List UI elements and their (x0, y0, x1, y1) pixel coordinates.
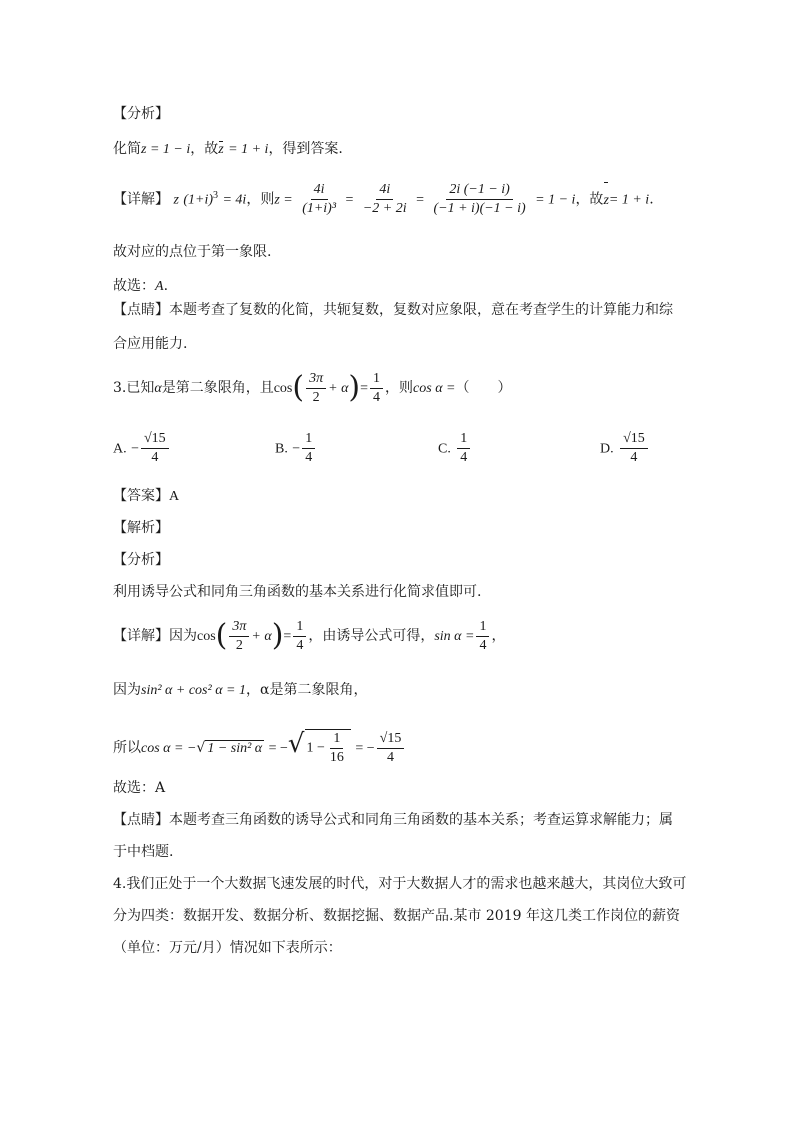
detail-end: . (649, 191, 654, 208)
q3-plus-alpha: + α (328, 381, 349, 396)
q3-eq: = (360, 381, 369, 396)
question-4-line-2: 分为四类：数据开发、数据分析、数据挖掘、数据产品.某市 2019 年这几类工作岗位的薪资 (113, 908, 680, 924)
analysis-heading-1: 【分析】 (113, 106, 169, 122)
final-lhs: cos α = − (141, 741, 197, 756)
q3-frac-1-4: $\frac{1}{4}$ (370, 370, 383, 407)
detail-power: 3 (213, 190, 219, 201)
analysis-text-2: 利用诱导公式和同角三角函数的基本关系进行化简求值即可. (113, 584, 482, 600)
detail-one-plus-i: (1+i) (183, 192, 214, 208)
fraction-2: $\frac{4i}{-2 + 2i}$ (362, 182, 407, 217)
z-bar-symbol: z (218, 140, 223, 160)
explain-heading: 【解析】 (113, 520, 169, 536)
comment-2-line-2: 于中档题. (113, 844, 174, 860)
option-b: B. − $\frac{1}{4}$ (275, 430, 317, 467)
q3-ask: cos α = (413, 381, 456, 396)
because2-end: ，α是第二象限角， (246, 682, 368, 698)
detail-z: z (173, 192, 179, 208)
fraction-1: $\frac{4i}{\text{(1+i)³}}$ (302, 182, 337, 217)
q3-alpha: α (154, 381, 162, 396)
comment-text-2: 本题考查三角函数的诱导公式和同角三角函数的基本关系；考查运算求解能力；属 (169, 812, 673, 828)
detail-line-2: 【详解】因为cos( $\frac{3\pi}{2}$ + α)= $\frac{1}{4}$ ，由诱导公式可得，sin α = $\frac{1}{4}$ ， (113, 618, 506, 653)
detail-then: ，则 (246, 191, 275, 208)
question-4-line-1: 4.我们正处于一个大数据飞速发展的时代，对于大数据人才的需求也越来越大，其岗位大致可 (113, 876, 687, 892)
z-equation: z = 1 − i (141, 142, 191, 157)
q3-blank: （ ） (455, 380, 512, 396)
detail-heading-2: 【详解】 (113, 628, 169, 644)
detail-z-label: z = (274, 192, 293, 208)
detail-heading-1: 【详解】 (113, 191, 169, 208)
choose-end: . (163, 278, 169, 294)
comment-heading-2: 【点睛】 (113, 812, 169, 828)
comment-1-line-2: 合应用能力. (113, 336, 188, 352)
option-d: D. $\frac{√15}{4}$ (600, 430, 650, 467)
detail-line-1: 【详解】 z $(1+i)^3 = 4i$，则z = $\frac{4i}{\text{(1+i)³}}$ = $\frac{4i}{-2 + 2i}$ = $\frac{2i (-1 - i)}{(-1 + i)(-1 - i)}$ = 1 − i，故z= 1 + i. (113, 176, 654, 221)
question-4-line-3: （单位：万元/月）情况如下表所示： (113, 940, 342, 956)
analysis-heading-2: 【分析】 (113, 552, 169, 568)
detail-eq-4i: = 4i (222, 192, 247, 208)
answer-heading: 【答案】 (113, 488, 169, 504)
final-line: 所以cos α = −√ 1 − sin² α = −√ 1 − $\frac{1}{16}$ = − $\frac{√15}{4}$ (113, 724, 406, 769)
zbar-equation: = 1 + i (228, 142, 269, 157)
detail-result: = 1 − i (535, 192, 576, 208)
final-frac: $\frac{√15}{4}$ (377, 730, 405, 767)
q3-frac-3pi-2: $\frac{3\pi}{2}$ (306, 370, 326, 407)
detail-so: ，故 (575, 191, 604, 208)
question-3-stem: 3.已知α是第二象限角，且cos( $\frac{3\pi}{2}$ + α)= $\frac{1}{4}$ ，则cos α =（ ） (113, 370, 512, 405)
analysis-text-mid: ，故 (190, 141, 219, 157)
because2: 因为 (113, 682, 141, 698)
fraction-3: $\frac{2i (-1 - i)}{(-1 + i)(-1 - i)}$ (433, 182, 526, 217)
detail-zbar-eq: = 1 + i (608, 192, 650, 208)
identity-line (113, 680, 367, 701)
final-radicand-2: 1 − $\frac{1}{16}$ (305, 729, 351, 767)
answer-line (113, 486, 179, 507)
comment-text-1: 本题考查了复数的化简，共轭复数，复数对应象限，意在考查学生的计算能力和综 (169, 302, 673, 318)
analysis-text-post: ，得到答案. (268, 141, 343, 157)
choose-line-2: 故选：A (113, 780, 166, 796)
q3-then: ，则 (385, 380, 414, 396)
q3-stem-mid: 是第二象限角，且 (161, 380, 274, 396)
identity-formula: sin² α + cos² α = 1 (141, 683, 246, 698)
answer-value: A (169, 489, 180, 504)
q3-stem-pre: 3.已知 (113, 380, 155, 396)
q3-cos: cos (273, 381, 293, 396)
z-bar-symbol-2: z (603, 181, 608, 221)
quadrant-line: 故对应的点位于第一象限. (113, 244, 272, 260)
analysis-text-pre: 化简 (113, 141, 141, 157)
comment-2-line-1 (113, 810, 673, 830)
detail-induce: ，由诱导公式可得， (308, 628, 435, 644)
comment-heading-1: 【点睛】 (113, 302, 169, 318)
detail-sin-alpha: sin α = (434, 629, 475, 644)
choose-answer: A (155, 279, 164, 294)
option-c: C. $\frac{1}{4}$ (438, 430, 472, 467)
choose-line-1 (113, 276, 168, 297)
comment-1-line-1 (113, 300, 673, 320)
final-radicand: 1 − sin² α (207, 741, 263, 756)
choose-label: 故选： (113, 278, 155, 294)
option-a: A. − $\frac{√15}{4}$ (113, 430, 171, 467)
so-label: 所以 (113, 740, 141, 756)
detail-because: 因为 (169, 628, 197, 644)
analysis-line-1 (113, 139, 343, 160)
